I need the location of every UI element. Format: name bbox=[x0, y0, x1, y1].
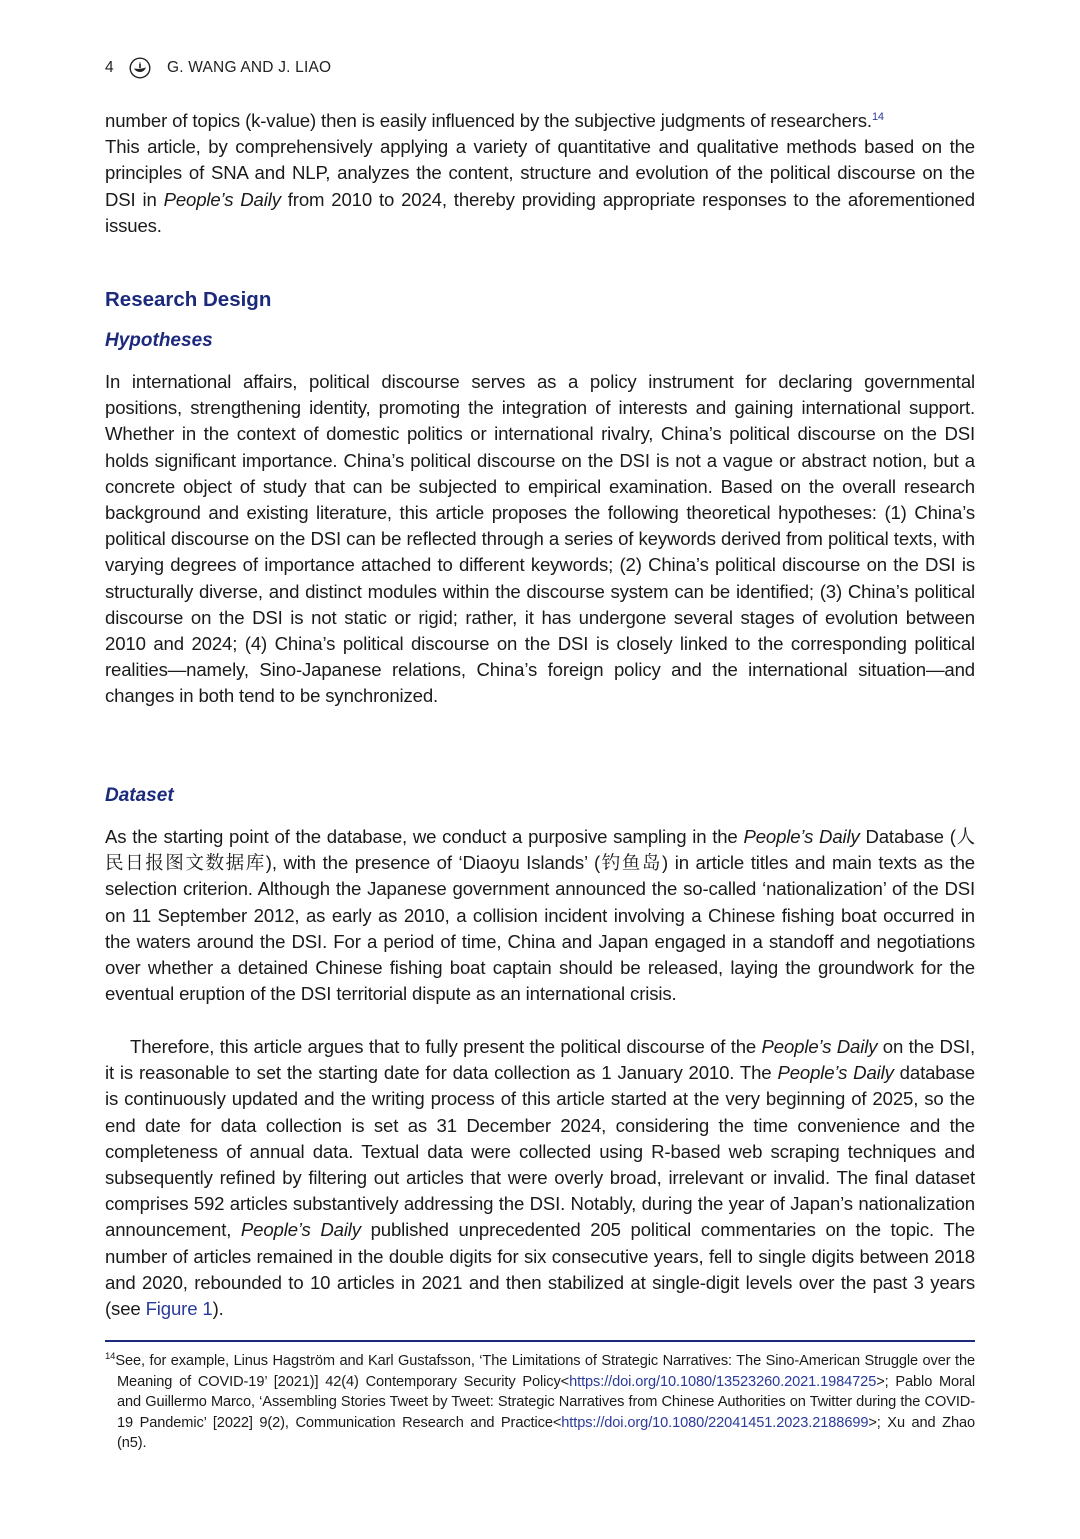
journal-lamp-logo-icon bbox=[129, 57, 151, 79]
footnote-number: 14 bbox=[105, 1351, 116, 1363]
subsection-heading-hypotheses: Hypotheses bbox=[105, 330, 213, 351]
hypotheses-paragraph bbox=[105, 369, 975, 710]
footnote-14 bbox=[105, 1351, 975, 1454]
dataset-text: on the DSI, it is reasonable to set the starting date for data collection as 1 January 2010. The bbox=[105, 1036, 976, 1084]
dataset-text: As the starting point of the database, we conduct a purposive sampling in the bbox=[105, 826, 744, 847]
footnote-text: See, for example, Linus Hagström and Karl Gustafsson, ‘The Limitations of Strategic Narratives: The Sino-American Struggle over the Meaning of COVID-19’ [2021)] 42(4) Contemporary Security Policy< bbox=[115, 1353, 975, 1390]
hypotheses-text: In international affairs, political discourse serves as a policy instrument for declaring governmental positions, strengthening identity, promoting the integration of interests and gaining international support. Whether in the context of domestic politics or international rivalry, China’s political discourse on the DSI holds significant importance. China’s political discourse on the DSI is not a vague or abstract notion, but a concrete object of study that can be subjected to empirical examination. Based on the overall research background and existing literature, this article proposes the following theoretical hypotheses: (1) China’s political discourse on the DSI can be reflected through a series of keywords derived from political texts, with varying degrees of importance attached to different keywords; (2) China’s political discourse on the DSI is structurally diverse, and distinct modules within the discourse system can be identified; (3) China’s political discourse on the DSI is not static or rigid; rather, it has undergone several stages of evolution between 2010 and 2024; (4) China’s political discourse on the DSI is closely linked to the corresponding political realities—namely, Sino-Japanese relations, China’s foreign policy and the international situation—and changes in both tend to be synchronized. bbox=[105, 371, 975, 707]
publication-name: People’s Daily bbox=[743, 826, 860, 847]
dataset-paragraph-1 bbox=[105, 824, 975, 1007]
footnote-text: >; Pablo Moral and Guillermo Marco, ‘Assembling Stories Tweet by Tweet: Strategic Narratives from Chinese Authorities on Twitter during the COVID-19 Pandemic’ [2022] 9(2), Communication Research and Practice< bbox=[117, 1373, 975, 1431]
intro-text-end: from 2010 to 2024, thereby providing appropriate responses to the aforementioned issues. bbox=[105, 188, 975, 236]
publication-name: People’s Daily bbox=[163, 188, 281, 210]
dataset-text: Therefore, this article argues that to fully present the political discourse of the bbox=[130, 1036, 762, 1057]
intro-paragraph bbox=[105, 108, 975, 239]
dataset-text: Database (人民日报图文数据库), with the presence of ‘Diaoyu Islands’ (钓鱼岛) in article titles and main texts as the selection criterion. Although the Japanese government announced the so-called ‘nationalization’ of the DSI on 11 September 2012, as early as 2010, a collision incident involving a Chinese fishing boat occurred in the waters around the DSI. For a period of time, China and Japan engaged in a standoff and negotiations over whether a detained Chinese fishing boat captain should be released, laying the groundwork for the eventual eruption of the DSI territorial dispute as an international crisis. bbox=[105, 826, 975, 1005]
publication-name: People’s Daily bbox=[777, 1062, 894, 1084]
doi-link-2[interactable]: https://doi.org/10.1080/22041451.2023.2188699 bbox=[561, 1414, 869, 1431]
subsection-heading-dataset: Dataset bbox=[105, 785, 174, 806]
dataset-paragraph-2 bbox=[105, 1034, 975, 1322]
footnote-text: >; Xu and Zhao (n5). bbox=[117, 1414, 975, 1452]
intro-text: number of topics (k-value) then is easily influenced by the subjective judgments of researchers. bbox=[105, 110, 872, 131]
footnote-ref-14[interactable]: 14 bbox=[871, 110, 884, 123]
dataset-text: ). bbox=[212, 1298, 224, 1320]
section-heading-research-design: Research Design bbox=[105, 288, 272, 311]
intro-text-cont: This article, by comprehensively applying a variety of quantitative and qualitative methods based on the principles of SNA and NLP, analyzes the content, structure and evolution of the political discourse on the DSI in bbox=[105, 136, 975, 210]
running-head bbox=[105, 57, 331, 79]
running-head-authors: G. WANG AND J. LIAO bbox=[167, 59, 332, 76]
dataset-text: published unprecedented 205 political commentaries on the topic. The number of articles remained in the double digits for six consecutive years, fell to single digits between 2018 and 2020, rebounded to 10 articles in 2021 and then stabilized at single-digit levels over the past 3 years (see bbox=[105, 1219, 975, 1320]
footnote-divider bbox=[105, 1340, 975, 1342]
figure-1-link[interactable]: Figure 1 bbox=[145, 1298, 213, 1320]
dataset-text: database is continuously updated and the writing process of this article started at the very beginning of 2025, so the end date for data collection is set as 31 December 2024, considering the time convenience and the completeness of annual data. Textual data were collected using R-based web scraping techniques and subsequently refined by filtering out articles that were overly broad, irrelevant or invalid. The final dataset comprises 592 articles substantively addressing the DSI. Notably, during the year of Japan’s nationalization announcement, bbox=[105, 1062, 975, 1241]
page-number: 4 bbox=[105, 59, 114, 76]
doi-link-1[interactable]: https://doi.org/10.1080/13523260.2021.1984725 bbox=[569, 1373, 877, 1390]
publication-name: People’s Daily bbox=[761, 1036, 878, 1057]
publication-name: People’s Daily bbox=[240, 1219, 361, 1241]
